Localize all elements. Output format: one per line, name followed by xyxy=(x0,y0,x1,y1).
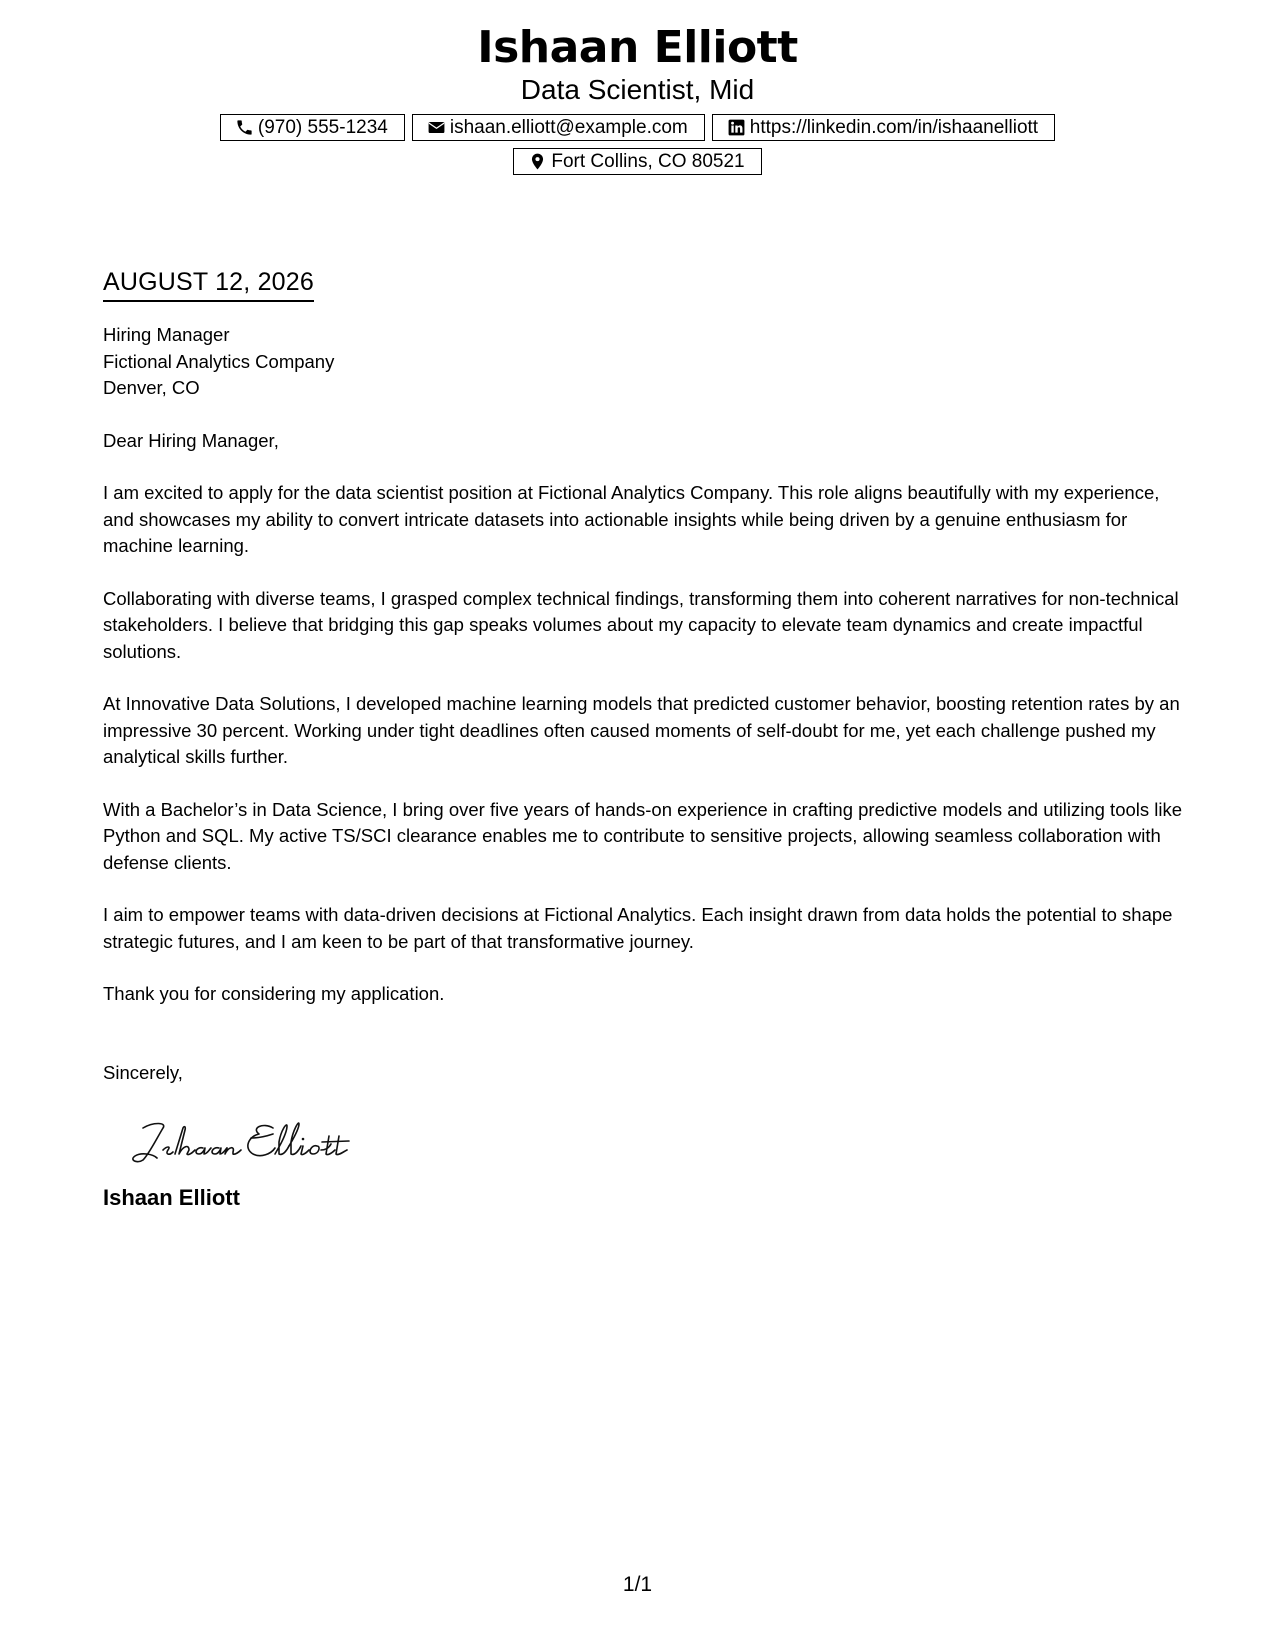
email-text: ishaan.elliott@example.com xyxy=(449,116,688,138)
signer-name: Ishaan Elliott xyxy=(103,1185,240,1210)
recipient-company: Fictional Analytics Company xyxy=(103,350,335,372)
letter-date: AUGUST 12, 2026 xyxy=(103,266,314,302)
phone-text: (970) 555-1234 xyxy=(257,116,388,138)
applicant-title: Data Scientist, Mid xyxy=(520,74,755,105)
map-marker-icon xyxy=(528,152,547,171)
contact-linkedin xyxy=(712,114,1055,141)
phone-icon xyxy=(235,118,254,137)
contact-row-1 xyxy=(0,114,1275,141)
closing: Sincerely, xyxy=(103,1061,183,1083)
thank-you-line: Thank you for considering my application. xyxy=(103,983,445,1004)
recipient-name: Hiring Manager xyxy=(103,324,230,345)
signature-image xyxy=(123,1114,353,1170)
paragraph: At Innovative Data Solutions, I developed machine learning models that predicted customer behavior, boosting retention rates by an impressive 30 percent. Working under tight deadlines often caused moments of self-doubt for me, yet each challenge pushed my analytical skills further. xyxy=(103,693,1180,767)
contact-phone xyxy=(220,114,405,141)
paragraph: I aim to empower teams with data-driven decisions at Fictional Analytics. Each insight drawn from data holds the potential to shape strategic futures, and I am keen to be part of that transformative journey. xyxy=(103,904,1173,952)
recipient-block xyxy=(103,322,1183,402)
handwritten-signature xyxy=(123,1114,1183,1170)
contact-row-2 xyxy=(0,148,1275,175)
applicant-name: Ishaan Elliott xyxy=(477,22,798,73)
letter-header xyxy=(0,22,1275,175)
paragraph: Collaborating with diverse teams, I grasped complex technical findings, transforming them into coherent narratives for non-technical stakeholders. I believe that bridging this gap speaks volumes about my capacity to elevate team dynamics and create impactful solutions. xyxy=(103,587,1179,662)
location-text: Fort Collins, CO 80521 xyxy=(551,150,745,172)
paragraph: With a Bachelor’s in Data Science, I bring over five years of hands-on experience in crafting predictive models and utilizing tools like Python and SQL. My active TS/SCI clearance enables me to contribute to sensitive projects, allowing seamless collaboration with defense clients. xyxy=(103,798,1183,873)
salutation: Dear Hiring Manager, xyxy=(103,429,279,451)
linkedin-icon xyxy=(727,118,746,137)
letter-body xyxy=(103,266,1183,1212)
linkedin-text: https://linkedin.com/in/ishaanelliott xyxy=(749,116,1039,138)
envelope-icon xyxy=(427,118,446,137)
page-number: 1/1 xyxy=(622,1573,653,1596)
recipient-location: Denver, CO xyxy=(103,377,200,398)
paragraph: I am excited to apply for the data scientist position at Fictional Analytics Company. This role aligns beautifully with my experience, and showcases my ability to convert intricate datasets into actionable insights while being driven by a genuine enthusiasm for machine learning. xyxy=(103,482,1160,556)
contact-location xyxy=(513,148,761,175)
contact-email xyxy=(412,114,705,141)
